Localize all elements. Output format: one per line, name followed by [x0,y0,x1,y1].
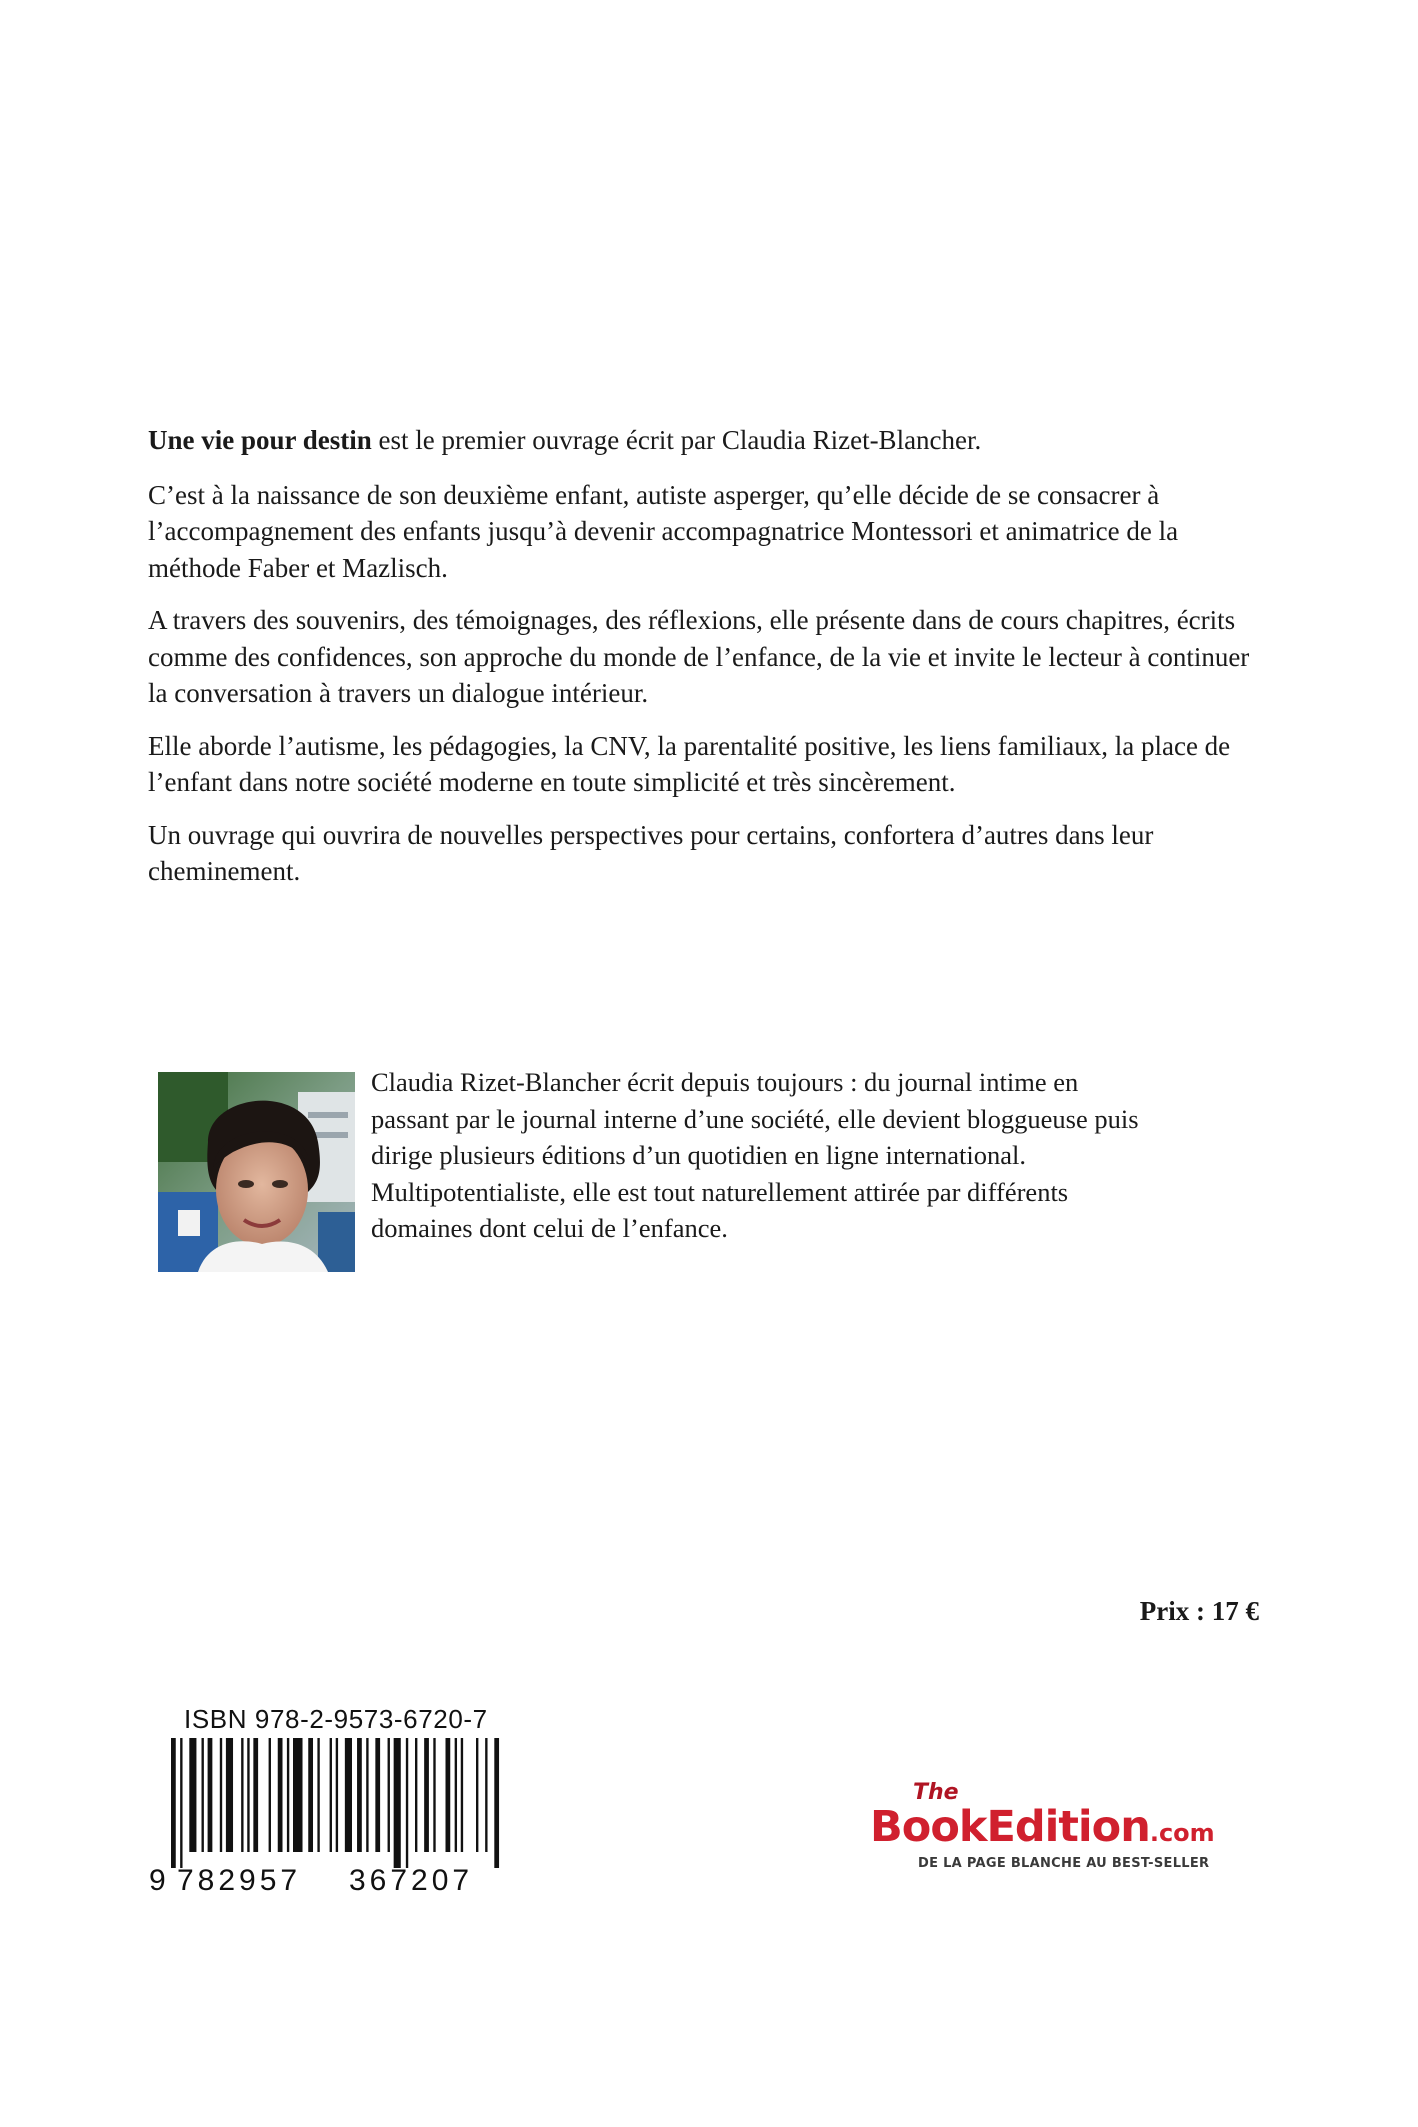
barcode-bar [287,1738,289,1852]
summary-paragraph-2: C’est à la naissance de son deuxième enfant, autiste asperger, qu’elle décide de se consacrer à l’accompagnement des enfants jusqu’à devenir accompagnatrice Montessori et animatrice de la méthode Faber et Mazlisch. [148,479,1179,583]
barcode-bar [388,1738,390,1852]
barcode-bar [189,1738,196,1852]
summary-paragraph-5: Un ouvrage qui ouvrira de nouvelles perspectives pour certains, confortera d’autres dans leur cheminement. [148,819,1154,886]
logo-brand-n: n [1120,1802,1150,1852]
barcode-graphic [149,1738,529,1898]
isbn-text: ISBN 978-2-9573-6720-7 [184,1704,488,1734]
barcode-bar [455,1738,457,1852]
barcode-bar [406,1738,408,1868]
bio-line: Claudia Rizet-Blancher écrit depuis toujours : du journal intime en [371,1067,1079,1097]
isbn-barcode [149,1704,529,1897]
logo-brand-o: o [1091,1802,1121,1852]
barcode-bar [269,1738,271,1852]
logo-brand [870,1802,1215,1852]
author-photo [158,1072,355,1272]
barcode-digit-first: 9 [149,1864,166,1897]
barcode-bar [308,1738,313,1852]
barcode-bar [394,1738,401,1868]
barcode-digits-left: 782957 [177,1864,302,1897]
logo-tagline: DE LA PAGE BLANCHE AU BEST-SELLER [918,1856,1210,1871]
barcode-bar [253,1738,258,1852]
publisher-logo [870,1780,1250,1880]
barcode-bar [278,1738,283,1852]
barcode-bar [226,1738,233,1852]
barcode-bar [415,1738,417,1852]
summary-paragraph-1-text: est le premier ouvrage écrit par Claudia Rizet-Blancher. [371,425,982,455]
bio-line: passant par le journal interne d’une société, elle devient bloggueuse puis [371,1103,1139,1134]
logo-brand-main: BookEditi [870,1802,1092,1852]
barcode-bar [375,1738,380,1852]
price-label: Prix : 17 € [1139,1596,1259,1626]
barcode-bar [461,1738,463,1852]
barcode-bar [357,1738,362,1852]
book-title: Une vie pour destin [148,425,372,455]
author-bio [371,1064,1271,1247]
logo-dotcom: .com [1149,1819,1215,1847]
barcode-digits-right: 367207 [349,1864,474,1897]
summary-paragraph-3: A travers des souvenirs, des témoignages, des réflexions, elle présente dans de cours chapitres, écrits comme des confidences, son approche du monde de l’enfance, de la vie et invite le lecteur à continuer la conversation à travers un dialogue intérieur. [148,605,1250,708]
barcode-bar [317,1738,319,1852]
barcode-bar [446,1738,451,1852]
logo-the: The [913,1780,959,1805]
barcode-bar [202,1738,204,1852]
barcode-bar [208,1738,213,1852]
barcode-bar [476,1738,478,1852]
barcode-bar [247,1738,249,1852]
barcode-bar [180,1738,182,1868]
back-cover-summary [148,422,1268,906]
barcode-bar [241,1738,243,1852]
barcode-bar [220,1738,222,1852]
bio-line: domaines dont celui de l’enfance. [371,1213,728,1243]
barcode-bar [433,1738,435,1852]
barcode-bar [485,1738,487,1852]
barcode-bar [345,1738,352,1852]
bio-line: dirige plusieurs éditions d’un quotidien en ligne international. [371,1140,1027,1170]
barcode-bar [336,1738,338,1852]
barcode-bar [494,1738,499,1868]
barcode-bar [293,1738,303,1852]
bio-line: Multipotentialiste, elle est tout naturellement attirée par différents [371,1176,1069,1207]
barcode-bar [171,1738,176,1868]
barcode-bar [330,1738,332,1852]
summary-paragraph-1 [148,422,1268,459]
summary-paragraph-4: Elle aborde l’autisme, les pédagogies, la CNV, la parentalité positive, les liens familiaux, la place de l’enfant dans notre société moderne en toute simplicité et très sincèrement. [148,730,1231,797]
barcode-bar [424,1738,429,1852]
barcode-bar [366,1738,368,1852]
